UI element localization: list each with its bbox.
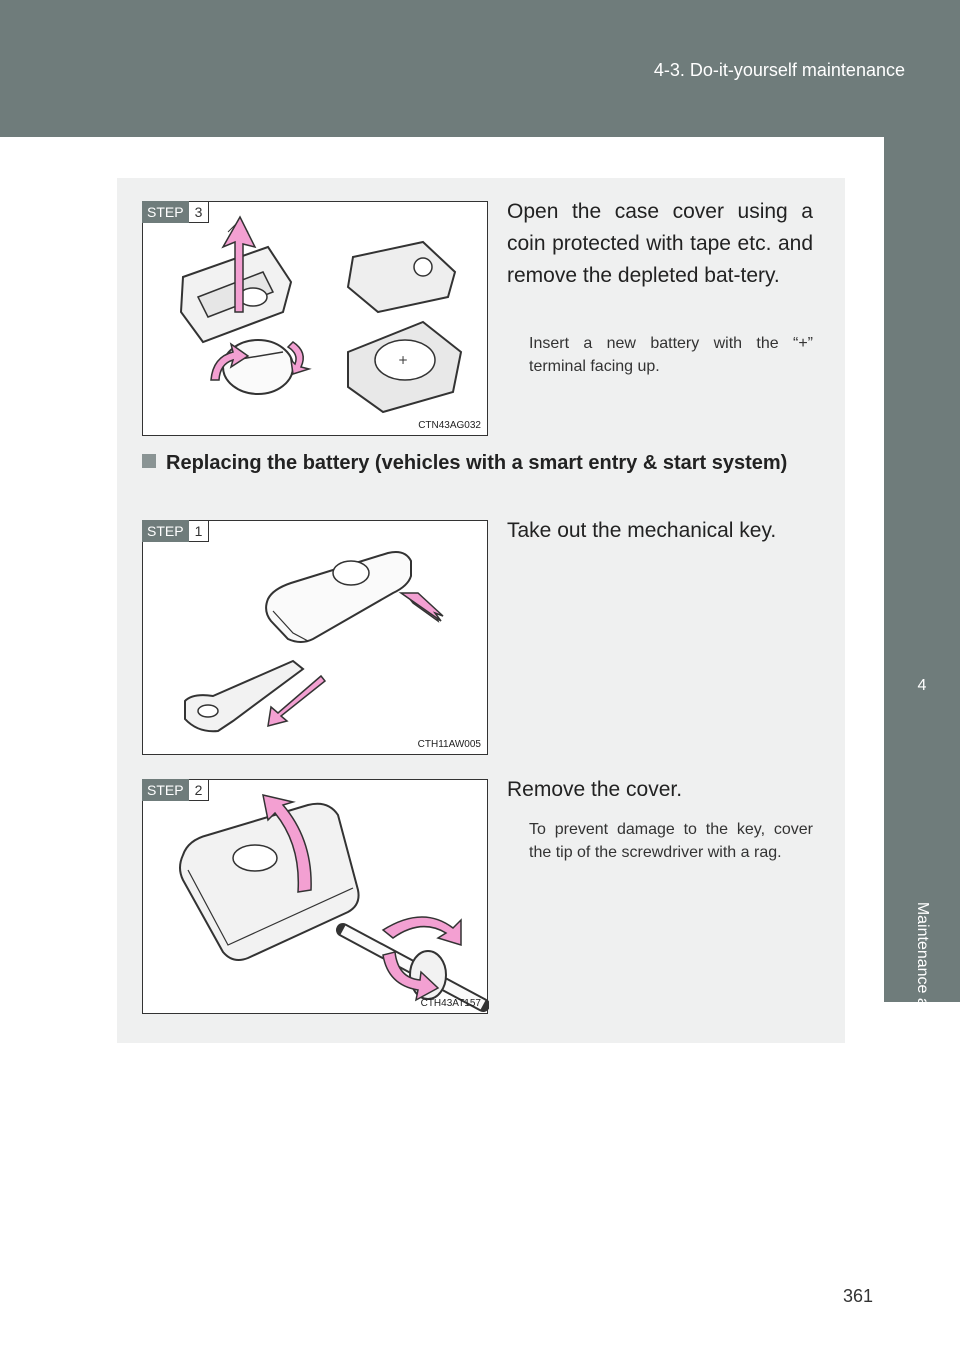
bullet-square-icon [142,454,156,468]
figure-code: CTN43AG032 [418,420,481,431]
step1-tag [142,520,209,542]
section-heading [142,446,814,480]
step1-figure [142,520,488,755]
step2-note: To prevent damage to the key, cover the tip of the screwdriver with a rag. [529,821,813,861]
chapter-side-tab [884,137,960,1061]
step-label: STEP [142,520,189,542]
mechanical-key-illustration [143,521,489,756]
step3-note: Insert a new battery with the “+” terminal facing up. [529,335,813,375]
page-header [0,0,960,137]
step3-tag [142,201,209,223]
step3-instruction: Open the case cover using a coin protected with tape etc. and remove the depleted bat-tery. [507,200,813,287]
step2-tag [142,779,209,801]
step-label: STEP [142,779,189,801]
step-label: STEP [142,201,189,223]
battery-case-illustration [143,202,489,437]
step2-figure [142,779,488,1014]
remove-cover-illustration [143,780,489,1015]
step1-instruction: Take out the mechanical key. [507,519,777,542]
figure-code: CTH11AW005 [417,739,481,750]
step-number: 2 [189,779,210,801]
figure-code: CTH43AT157 [420,998,481,1009]
step2-instruction: Remove the cover. [507,778,683,801]
chapter-label: Maintenance and care [914,901,931,1061]
chapter-title: 4-3. Do-it-yourself maintenance [653,60,905,80]
section-title: Replacing the battery (vehicles with a smart entry & start system) [166,452,788,474]
page-number: 361 [842,1286,873,1306]
chapter-number: 4 [917,677,927,694]
step-number: 3 [189,201,210,223]
svg-text:+: + [398,353,409,367]
step3-figure [142,201,488,436]
step-number: 1 [189,520,210,542]
